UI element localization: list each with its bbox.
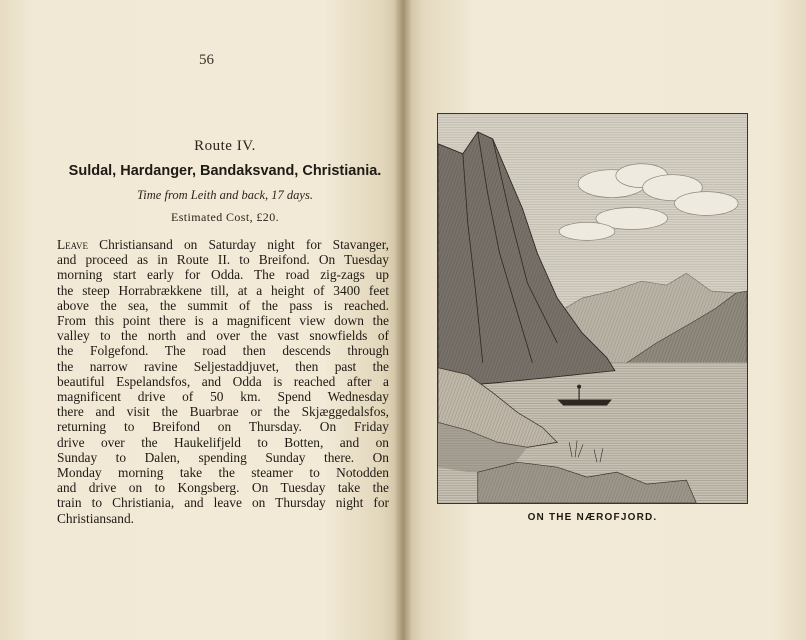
- fjord-illustration: [437, 113, 748, 504]
- body-line: Sunday to Dalen, spending Sunday there. On: [57, 449, 389, 465]
- route-heading: Route IV.: [194, 138, 256, 154]
- body-line: there and visit the Buarbrae or the Skjæggedalsfos,: [57, 404, 389, 420]
- body-line: beautiful Espelandsfos, and Odda is reached after a: [57, 373, 389, 389]
- body-line: morning start early for Odda. The road zig-zags up: [57, 267, 389, 283]
- body-line: the narrow ravine Seljestaddjuvet, then past the: [57, 358, 389, 374]
- body-line: train to Christiania, and leave on Thursday night for: [57, 495, 389, 511]
- body-line: Monday morning take the steamer to Notodden: [57, 465, 389, 481]
- body-line: returning to Breifond on Thursday. On Friday: [57, 419, 389, 435]
- body-line: Christiansand.: [57, 510, 134, 526]
- route-title: Suldal, Hardanger, Bandaksvand, Christiania.: [68, 163, 382, 179]
- body-line: From this point there is a magnificent view down the: [57, 313, 389, 329]
- page-number: 56: [199, 52, 214, 68]
- body-line: the steep Horrabrækkene till, at a height of 3400 feet: [57, 282, 389, 298]
- engraving-image: [438, 114, 747, 503]
- body-first-word: Leave: [57, 237, 89, 252]
- body-line: Leave Christiansand on Saturday night for Stavanger,: [57, 237, 389, 252]
- illustration-caption: ON THE NÆROFJORD.: [527, 512, 658, 523]
- body-line: and proceed as in Route II. to Breifond. On Tuesday: [57, 252, 389, 268]
- body-line: above the sea, the summit of the pass is reached.: [57, 297, 389, 313]
- body-line: the Folgefond. The road then descends through: [57, 343, 389, 359]
- body-line: valley to the north and over the vast snowfields of: [57, 328, 389, 344]
- body-line: magnificent drive of 50 km. Spend Wednesday: [57, 389, 389, 405]
- body-paragraph: [57, 237, 389, 526]
- body-line: drive over the Haukelifjeld to Botten, and on: [57, 434, 389, 450]
- route-time: Time from Leith and back, 17 days.: [137, 188, 313, 202]
- book-gutter: [394, 0, 412, 640]
- route-cost: Estimated Cost, £20.: [171, 210, 279, 224]
- body-line: and drive on to Kongsberg. On Tuesday take the: [57, 480, 389, 496]
